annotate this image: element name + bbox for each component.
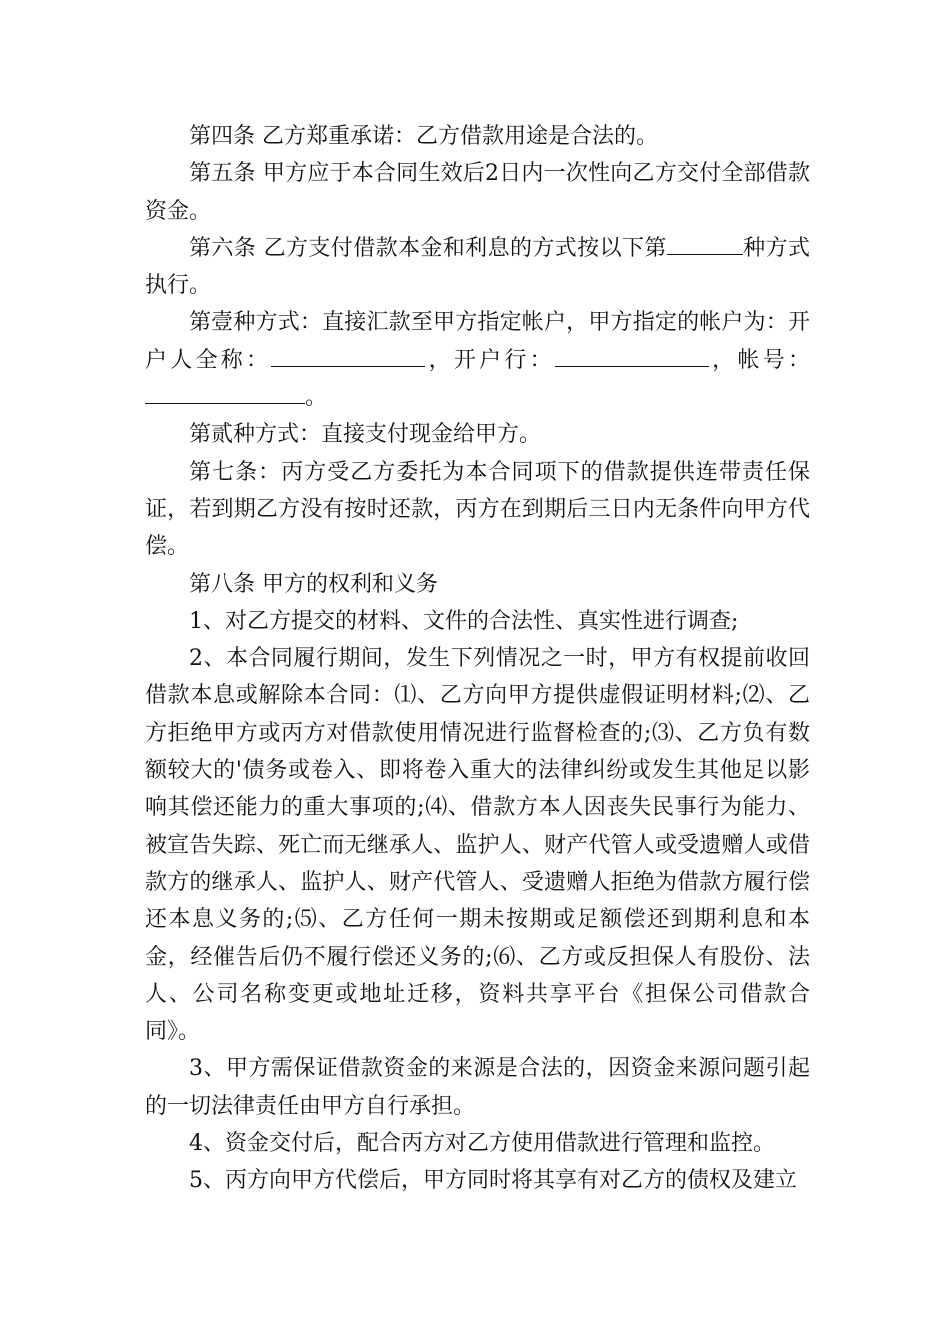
article-8-heading bbox=[145, 566, 810, 603]
bank-name-blank[interactable] bbox=[555, 348, 709, 367]
payment-method-2-text: 第贰种方式：直接支付现金给甲方。 bbox=[189, 422, 542, 448]
article-8-item-2-text: 2、本合同履行期间，发生下列情况之一时，甲方有权提前收回借款本息或解除本合同：⑴、乙方向甲方提供虚假证明材料;⑵、乙方拒绝甲方或丙方对借款使用情况进行监督检查的;⑶、乙方负有数额较大的'债务或卷入、即将卷入重大的法律纠纷或发生其他足以影响其偿还能力的重大事项的;⑷、借款方本人因丧失民事行为能力、被宣告失踪、死亡而无继承人、监护人、财产代管人或受遗赠人或借款方的继承人、监护人、财产代管人、受遗赠人拒绝为借款方履行偿还本息义务的;⑸、乙方任何一期未按期或足额偿还到期利息和本金，经催告后仍不履行偿还义务的;⑹、乙方或反担保人有股份、法人、公司名称变更或地址迁移，资料共享平台《担保公司借款合同》。 bbox=[145, 646, 810, 1045]
article-8-item-2 bbox=[145, 640, 810, 1050]
payment-method-1 bbox=[145, 304, 810, 416]
article-8-item-3-text: 3、甲方需保证借款资金的来源是合法的，因资金来源问题引起的一切法律责任由甲方自行承担。 bbox=[145, 1056, 810, 1119]
article-8-item-1 bbox=[145, 603, 810, 640]
article-4-text: 第四条 乙方郑重承诺：乙方借款用途是合法的。 bbox=[189, 124, 658, 149]
payment-method-2 bbox=[145, 416, 810, 453]
article-6 bbox=[145, 230, 810, 305]
article-6-text-after-blank: 种方式执行。 bbox=[145, 235, 810, 299]
payment-method-1-text: 第壹种方式：直接汇款至甲方指定帐户，甲方指定的帐户为：开户人全称： bbox=[145, 310, 810, 373]
document-body bbox=[145, 118, 810, 1200]
article-8-item-4 bbox=[145, 1125, 810, 1162]
payment-method-1-end: 。 bbox=[305, 385, 328, 411]
article-7 bbox=[145, 454, 810, 566]
payment-method-number-blank[interactable] bbox=[667, 236, 743, 255]
article-8-heading-text: 第八条 甲方的权利和义务 bbox=[189, 571, 438, 597]
article-8-item-5 bbox=[145, 1162, 810, 1199]
article-5 bbox=[145, 155, 810, 230]
account-holder-name-blank[interactable] bbox=[271, 348, 425, 367]
article-8-item-5-text: 5、丙方向甲方代偿后，甲方同时将其享有对乙方的债权及建立 bbox=[189, 1168, 797, 1194]
article-7-text: 第七条：丙方受乙方委托为本合同项下的借款提供连带责任保证，若到期乙方没有按时还款，丙方在到期后三日内无条件向甲方代偿。 bbox=[145, 459, 810, 560]
article-8-item-1-text: 1、对乙方提交的材料、文件的合法性、真实性进行调查; bbox=[189, 608, 739, 634]
article-5-text: 第五条 甲方应于本合同生效后2日内一次性向乙方交付全部借款资金。 bbox=[145, 161, 810, 224]
article-6-text-before-blank: 第六条 乙方支付借款本金和利息的方式按以下第 bbox=[189, 235, 667, 261]
bank-label: ，开户行： bbox=[425, 347, 555, 373]
article-8-item-4-text: 4、资金交付后，配合丙方对乙方使用借款进行管理和监控。 bbox=[189, 1131, 775, 1157]
account-number-blank[interactable] bbox=[145, 385, 305, 404]
article-4 bbox=[145, 118, 810, 155]
account-number-label: ，帐号： bbox=[708, 347, 810, 373]
article-8-item-3 bbox=[145, 1050, 810, 1125]
